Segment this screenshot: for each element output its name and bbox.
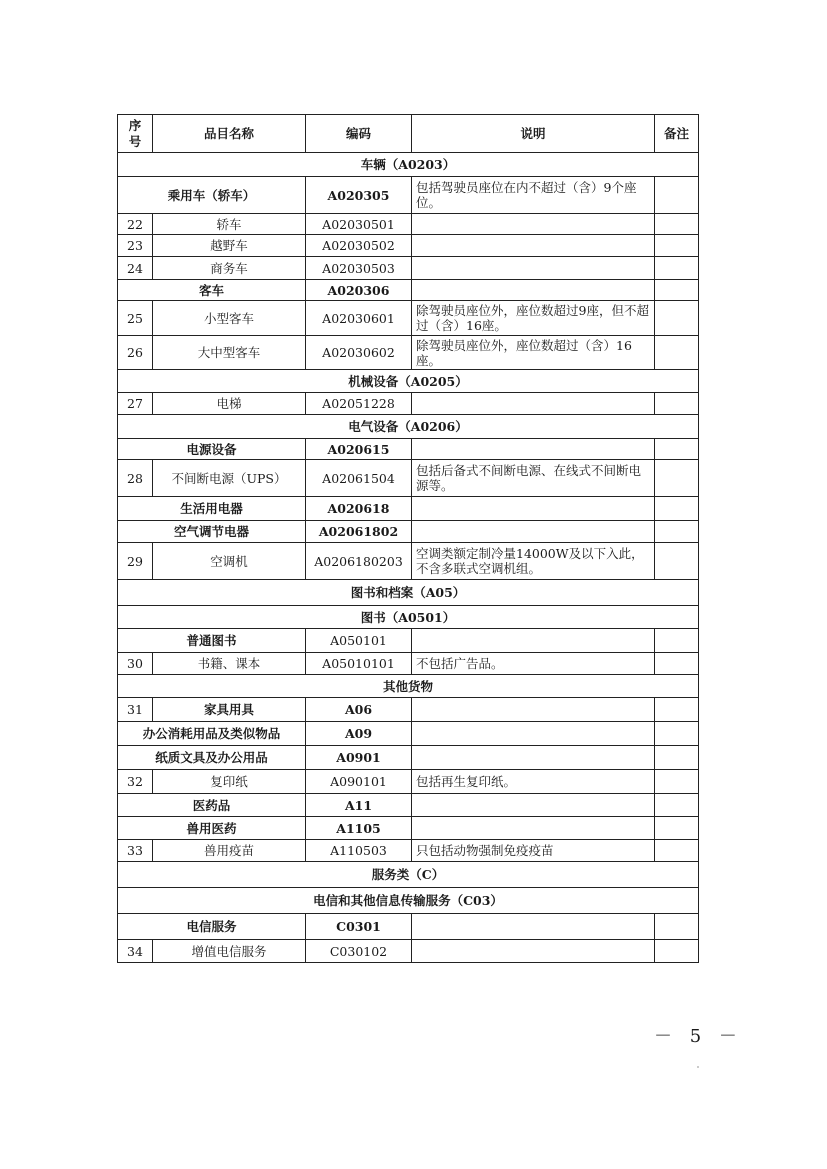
row-number: 23 <box>118 235 153 257</box>
item-remarks <box>655 543 699 580</box>
item-description: 不包括广告品。 <box>412 653 655 675</box>
row-number: 28 <box>118 460 153 497</box>
row-number: 34 <box>118 940 153 963</box>
item-code: A02061802 <box>306 521 412 543</box>
item-code: A09 <box>306 722 412 746</box>
item-remarks <box>655 746 699 770</box>
table-row <box>118 257 699 280</box>
section-row <box>118 415 699 439</box>
section-row <box>118 888 699 914</box>
section-title: 其他货物 <box>118 675 699 698</box>
item-code: A02061504 <box>306 460 412 497</box>
item-description: 包括再生复印纸。 <box>412 770 655 794</box>
row-number: 27 <box>118 393 153 415</box>
item-name: 纸质文具及办公用品 <box>118 746 306 770</box>
section-row <box>118 606 699 629</box>
item-code: A0901 <box>306 746 412 770</box>
item-description: 空调类额定制冷量14000W及以下入此，不含多联式空调机组。 <box>412 543 655 580</box>
item-remarks <box>655 497 699 521</box>
item-name: 轿车 <box>153 214 306 235</box>
item-code: A050101 <box>306 629 412 653</box>
catalog-table-body <box>118 115 699 963</box>
item-name: 复印纸 <box>153 770 306 794</box>
row-number: 33 <box>118 840 153 862</box>
item-description <box>412 940 655 963</box>
item-description <box>412 629 655 653</box>
item-remarks <box>655 940 699 963</box>
item-remarks <box>655 629 699 653</box>
table-row <box>118 214 699 235</box>
item-code: A0206180203 <box>306 543 412 580</box>
table-row <box>118 794 699 817</box>
item-remarks <box>655 794 699 817</box>
item-remarks <box>655 336 699 370</box>
row-number: 24 <box>118 257 153 280</box>
header-code: 编码 <box>306 115 412 153</box>
table-row <box>118 746 699 770</box>
item-name: 空气调节电器 <box>118 521 306 543</box>
item-description <box>412 698 655 722</box>
table-row <box>118 698 699 722</box>
section-row <box>118 862 699 888</box>
item-description <box>412 214 655 235</box>
item-code: A06 <box>306 698 412 722</box>
item-code: A11 <box>306 794 412 817</box>
section-row <box>118 370 699 393</box>
row-number: 31 <box>118 698 153 722</box>
table-row <box>118 235 699 257</box>
item-name: 越野车 <box>153 235 306 257</box>
table-row <box>118 653 699 675</box>
item-remarks <box>655 214 699 235</box>
section-row <box>118 153 699 177</box>
header-remarks: 备注 <box>655 115 699 153</box>
item-code: C030102 <box>306 940 412 963</box>
item-remarks <box>655 301 699 336</box>
table-row <box>118 840 699 862</box>
scan-speck <box>697 1066 699 1068</box>
row-number: 26 <box>118 336 153 370</box>
item-remarks <box>655 722 699 746</box>
item-name: 医药品 <box>118 794 306 817</box>
row-number: 32 <box>118 770 153 794</box>
table-row <box>118 280 699 301</box>
table-row <box>118 460 699 497</box>
table-row <box>118 393 699 415</box>
item-description <box>412 497 655 521</box>
item-name: 兽用疫苗 <box>153 840 306 862</box>
item-remarks <box>655 439 699 460</box>
header-no: 序 号 <box>118 115 153 153</box>
item-name: 客车 <box>118 280 306 301</box>
section-row <box>118 675 699 698</box>
item-description: 包括驾驶员座位在内不超过（含）9个座位。 <box>412 177 655 214</box>
item-code: A02030601 <box>306 301 412 336</box>
item-code: A02030502 <box>306 235 412 257</box>
item-remarks <box>655 653 699 675</box>
table-row <box>118 940 699 963</box>
item-remarks <box>655 393 699 415</box>
table-row <box>118 817 699 840</box>
item-description <box>412 257 655 280</box>
item-name: 电梯 <box>153 393 306 415</box>
section-title: 电信和其他信息传输服务（C03） <box>118 888 699 914</box>
table-row <box>118 521 699 543</box>
item-remarks <box>655 698 699 722</box>
item-name: 不间断电源（UPS） <box>153 460 306 497</box>
item-code: A05010101 <box>306 653 412 675</box>
table-row <box>118 497 699 521</box>
item-code: A02030503 <box>306 257 412 280</box>
item-name: 商务车 <box>153 257 306 280</box>
table-row <box>118 336 699 370</box>
item-code: A020305 <box>306 177 412 214</box>
item-description <box>412 722 655 746</box>
item-name: 家具用具 <box>153 698 306 722</box>
item-code: A02030602 <box>306 336 412 370</box>
page-number: － 5 － <box>654 1026 743 1047</box>
table-row <box>118 914 699 940</box>
item-remarks <box>655 280 699 301</box>
header-item-name: 品目名称 <box>153 115 306 153</box>
item-code: A020306 <box>306 280 412 301</box>
item-remarks <box>655 770 699 794</box>
item-code: A02030501 <box>306 214 412 235</box>
item-description: 只包括动物强制免疫疫苗 <box>412 840 655 862</box>
item-description: 除驾驶员座位外，座位数超过（含）16座。 <box>412 336 655 370</box>
item-code: A020618 <box>306 497 412 521</box>
item-code: A02051228 <box>306 393 412 415</box>
section-title: 服务类（C） <box>118 862 699 888</box>
item-description: 包括后备式不间断电源、在线式不间断电源等。 <box>412 460 655 497</box>
item-name: 增值电信服务 <box>153 940 306 963</box>
table-row <box>118 177 699 214</box>
item-name: 电源设备 <box>118 439 306 460</box>
item-code: A020615 <box>306 439 412 460</box>
item-name: 小型客车 <box>153 301 306 336</box>
item-name: 生活用电器 <box>118 497 306 521</box>
item-code: A1105 <box>306 817 412 840</box>
item-description <box>412 393 655 415</box>
section-title: 电气设备（A0206） <box>118 415 699 439</box>
item-name: 办公消耗用品及类似物品 <box>118 722 306 746</box>
header-description: 说明 <box>412 115 655 153</box>
item-remarks <box>655 914 699 940</box>
item-remarks <box>655 235 699 257</box>
item-description: 除驾驶员座位外，座位数超过9座，但不超过（含）16座。 <box>412 301 655 336</box>
catalog-table <box>117 114 699 963</box>
table-row <box>118 439 699 460</box>
item-remarks <box>655 460 699 497</box>
item-description <box>412 794 655 817</box>
item-remarks <box>655 817 699 840</box>
table-row <box>118 543 699 580</box>
item-remarks <box>655 177 699 214</box>
row-number: 29 <box>118 543 153 580</box>
item-remarks <box>655 257 699 280</box>
item-remarks <box>655 521 699 543</box>
item-description <box>412 817 655 840</box>
item-code: A090101 <box>306 770 412 794</box>
item-code: C0301 <box>306 914 412 940</box>
table-header-row <box>118 115 699 153</box>
item-description <box>412 914 655 940</box>
item-code: A110503 <box>306 840 412 862</box>
table-row <box>118 770 699 794</box>
section-title: 车辆（A0203） <box>118 153 699 177</box>
item-name: 大中型客车 <box>153 336 306 370</box>
row-number: 22 <box>118 214 153 235</box>
item-name: 空调机 <box>153 543 306 580</box>
item-description <box>412 521 655 543</box>
table-row <box>118 301 699 336</box>
item-name: 电信服务 <box>118 914 306 940</box>
item-name: 乘用车（轿车） <box>118 177 306 214</box>
section-title: 图书（A0501） <box>118 606 699 629</box>
item-description <box>412 235 655 257</box>
table-row <box>118 629 699 653</box>
item-name: 普通图书 <box>118 629 306 653</box>
row-number: 30 <box>118 653 153 675</box>
item-remarks <box>655 840 699 862</box>
item-name: 书籍、课本 <box>153 653 306 675</box>
row-number: 25 <box>118 301 153 336</box>
section-title: 机械设备（A0205） <box>118 370 699 393</box>
item-description <box>412 280 655 301</box>
section-row <box>118 580 699 606</box>
item-description <box>412 439 655 460</box>
table-row <box>118 722 699 746</box>
section-title: 图书和档案（A05） <box>118 580 699 606</box>
item-description <box>412 746 655 770</box>
item-name: 兽用医药 <box>118 817 306 840</box>
